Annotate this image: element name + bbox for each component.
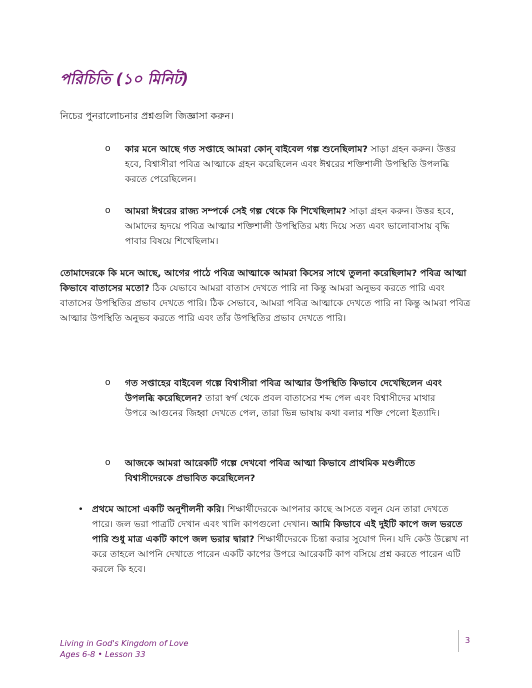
activity-bullet bbox=[78, 502, 472, 577]
page-footer bbox=[60, 638, 188, 660]
footer-subtitle: Ages 6-8 • Lesson 33 bbox=[60, 650, 146, 659]
question-text: আমরা ঈশ্বরের রাজ্য সম্পর্কে সেই গল্প থেকে কি শিখেছিলাম? bbox=[125, 206, 347, 217]
activity-intro: প্রথমে আসো একটি অনুশীলনী করি। bbox=[92, 504, 225, 515]
intro-text: নিচের পুনরালোচনার প্রশ্নগুলি জিজ্ঞাসা করুন। bbox=[60, 111, 234, 122]
answer-text: সাড়া গ্রহন করুন। উত্তর হবে, বিশ্বাসীরা পবিত্র আত্মাকে গ্রহন করেছিলেন এবং ঈশ্বরের শক্তিশালী উপস্থিতি উপলব্ধি করতে পেরেছিলেন। bbox=[125, 144, 456, 185]
review-question-1 bbox=[105, 142, 460, 187]
review-question-3 bbox=[105, 376, 460, 421]
bullet-marker: • bbox=[78, 504, 84, 515]
section-title: পরিচিতি (১০ মিনিট) bbox=[60, 70, 189, 88]
question-text: কার মনে আছে গত সপ্তাহে আমরা কোন্ বাইবেল গল্প শুনেছিলাম? bbox=[125, 144, 368, 155]
sub-bullet-marker: o bbox=[105, 144, 111, 154]
answer-text: তারা স্বর্গ থেকে প্রবল বাতাসের শব্দ পেল এবং বিশ্বাসীদের মাথার উপরে আগুনের জিহ্বা দেখতে পেল, তারা ভিন্ন ভাষায় কথা বলার শক্তি পেলো ইত্যাদি। bbox=[125, 393, 440, 419]
review-question-2 bbox=[105, 204, 460, 249]
activity-question: আমি কিভাবে এই দুইটি কাপে জল ভরতে পারি শুধু মাত্র একটি কাপে জল ভরার দ্বারা? bbox=[92, 519, 463, 545]
question-text: আজকে আমরা আরেকটি গল্পে দেখবো পবিত্র আত্মা কিভাবে প্রাথমিক মণ্ডলীতে বিশ্বাসীদেরকে প্রভাবিত করেছিলেন? bbox=[125, 458, 416, 484]
question-text: গত সপ্তাহের বাইবেল গল্পে বিশ্বাসীরা পবিত্র আত্মার উপস্থিতি কিভাবে দেখেছিলেন এবং উপলব্ধি করেছিলেন? bbox=[125, 378, 442, 404]
footer-title: Living in God's Kingdom of Love bbox=[60, 639, 189, 648]
sub-bullet-marker: o bbox=[105, 206, 111, 216]
page-number: 3 bbox=[458, 630, 470, 652]
question-text: তোমাদেরকে কি মনে আছে, আগের পাঠে পবিত্র আত্মাকে আমরা কিসের সাথে তুলনা করেছিলাম? পবিত্র আত্মা কিভাবে বাতাসের মতো? bbox=[60, 268, 467, 294]
answer-text: ঠিক যেভাবে আমরা বাতাস দেখতে পারি না কিন্তু আমরা অনুভব করতে পারি এবং বাতাসের উপস্থিতির প্রভাব দেখতে পারি। ঠিক সেভাবে, আমরা পবিত্র আত্মাকে দেখতে পারি না কিন্তু আমরা পবিত্র আত্মার উপস্থিতি অনুভব করতে পারি এবং তাঁর উপস্থিতির প্রভাব দেখতে পারি। bbox=[60, 283, 471, 324]
wind-comparison-paragraph bbox=[60, 266, 472, 326]
sub-bullet-marker: o bbox=[105, 458, 111, 468]
activity-instructions-2: শিক্ষার্থীদেরকে চিন্তা করার সুযোগ দিন। যদি কেউ উল্লেখ না করে তাহলে আপনি দেখাতে পারেন একটি কাপের উপরে আরেকটি কাপ বসিয়ে প্রশ্ন করতে পারেন এটি করলে কি হবে। bbox=[92, 534, 469, 575]
sub-bullet-marker: o bbox=[105, 378, 111, 388]
review-question-4 bbox=[105, 456, 460, 486]
activity-instructions: শিক্ষার্থীদেরকে আপনার কাছে আসতে বলুন যেন তারা দেখতে পারে। জল ভরা পাত্রটি দেখান এবং খালি কাপগুলো দেখান। bbox=[92, 504, 449, 530]
answer-text: সাড়া গ্রহন করুন। উত্তর হবে, আমাদের হৃদয়ে পবিত্র আত্মার শক্তিশালী উপস্থিতির মধ্য দিয়ে সত্য এবং ভালোবাসায় বৃদ্ধি পাবার বিষয়ে শিখেছিলাম। bbox=[125, 206, 454, 247]
